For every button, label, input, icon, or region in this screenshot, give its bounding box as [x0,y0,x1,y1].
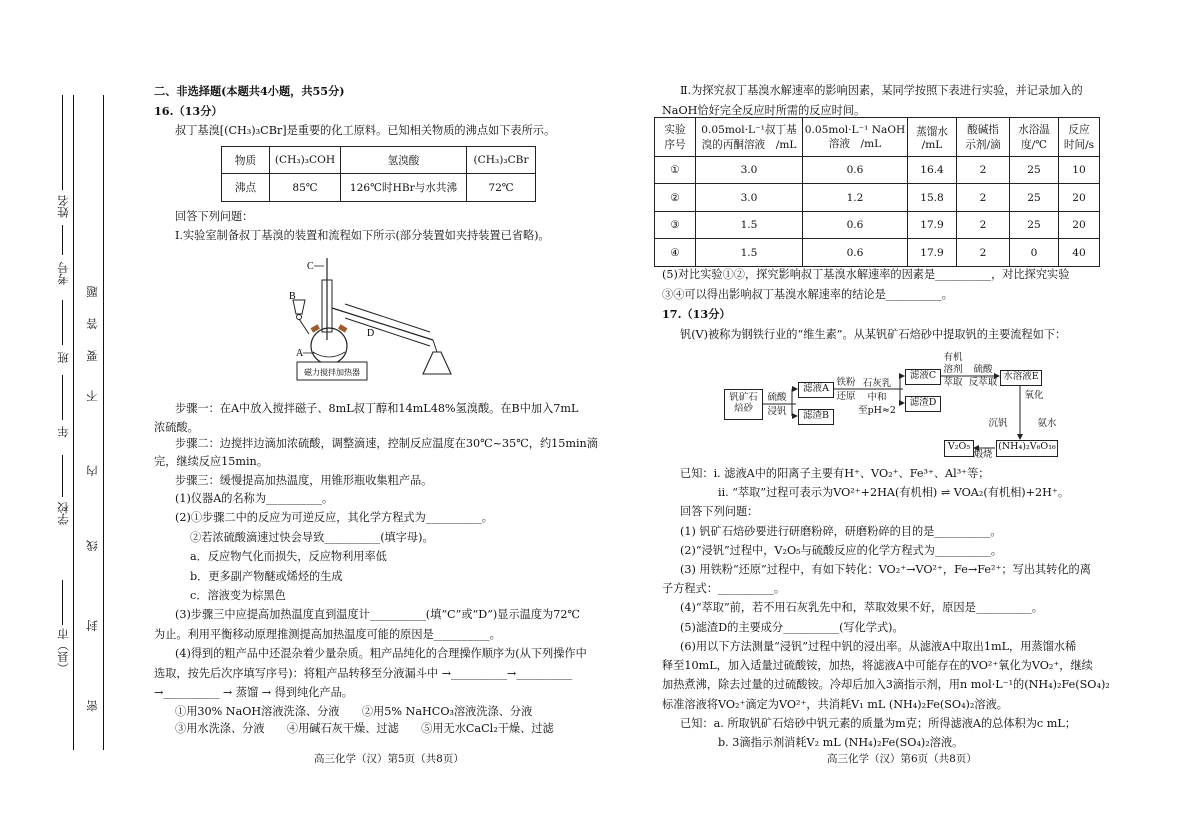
field-grade: 年 [56,426,70,438]
question-text: ②若浓硫酸滴速过快会导致__________(填字母)。 [190,531,434,544]
table-cell: 85℃ [270,174,341,202]
flow-label-iron: 铁粉 [836,377,856,388]
flowchart-arrows [720,350,1065,460]
flow-filtrate-c-box: 滤液C [905,369,941,385]
operation-options: ③用水洗涤、分液 ④用碱石灰干燥、过滤 ⑤用无水CaCl₂干燥、过滤 [175,722,554,735]
flow-label-reduce: 还原 [836,391,856,402]
known-condition: ⅱ. “萃取”过程可表示为VO²⁺+2HA(有机相) ⇌ VOA₂(有机相)+2H⁺。 [718,486,1070,499]
flow-label-calcine: 煅烧 [973,449,993,460]
table-row: ④ 1.5 0.6 17.9 2 0 40 [655,239,1100,267]
answer-prompt: 回答下列问题： [175,210,254,223]
body-text-line: 完，继续反应15min。 [154,455,268,468]
label-d: D [367,328,375,339]
seal-char: 要 [85,350,99,362]
flow-label-ammonia: 氨水 [1037,418,1057,429]
table-cell: 126℃时HBr与水共沸 [341,174,467,202]
field-line [62,580,63,625]
table-header-cell: 水浴温 度/℃ [1010,118,1059,157]
question-16-heading: 16.（13分） [154,104,223,118]
flow-label-extract: 萃取 [943,377,963,388]
table-header-cell: 酸碱指 示剂/滴 [957,118,1010,157]
part-2-intro: NaOH恰好完全反应时所需的反应时间。 [662,104,866,117]
flow-label-neutralize: 中和 [867,392,887,403]
part-1-intro: Ⅰ.实验室制备叔丁基溴的装置和流程如下所示(部分装置如夹持装置已省略)。 [175,229,550,242]
hydrolysis-table [654,117,1100,267]
question-16-intro: 叔丁基溴[(CH₃)₃CBr]是重要的化工原料。已知相关物质的沸点如下表所示。 [175,124,556,137]
question-text: (6)用以下方法测量“浸钒”过程中钒的浸出率。从滤液A中取出1mL，用蒸馏水稀 [680,640,1077,653]
flow-residue-b-box: 滤渣B [798,409,834,425]
flow-label-lime: 石灰乳 [862,378,892,389]
flow-ore-box: 钒矿石 焙砂 [724,389,763,420]
field-line [62,300,63,345]
known-condition: 已知：ⅰ. 滤液A中的阳离子主要有H⁺、VO₂⁺、Fe³⁺、Al³⁺等； [680,467,990,480]
flow-label-precip: 沉钒 [988,418,1008,429]
table-header-cell: 反应 时间/s [1059,118,1100,157]
table-header-cell: 蒸馏水 /mL [908,118,957,157]
label-a: A [296,348,304,359]
binding-rule-right [103,95,104,750]
question-text: (4)“萃取”前，若不用石灰乳先中和，萃取效果不好，原因是__________。 [680,601,1043,614]
field-line [62,225,63,255]
field-class: 班 [56,352,70,364]
question-text: (5)对比实验①②，探究影响叔丁基溴水解速率的因素是__________，对比探究实验 [662,268,1070,281]
table-header-cell: 0.05mol·L⁻¹叔丁基 溴的丙酮溶液 /mL [696,118,803,157]
seal-char: 线 [85,540,99,552]
body-text-line: 步骤三：缓慢提高加热温度，用锥形瓶收集粗产品。 [175,474,433,487]
flow-label-organic: 有机 [943,352,963,363]
question-text: (3)步骤三中应提高加热温度直到温度计__________(填“C”或“D”)显示温度为72℃ [175,608,580,621]
flow-v2o5-box: V₂O₅ [944,440,974,457]
flow-label-ph: 至pH≈2 [858,405,896,416]
flow-aqueous-e-box: 水溶液E [1000,370,1042,386]
table-header-cell: 物质 [222,147,270,174]
table-header-cell: 氢溴酸 [341,147,467,174]
flow-label-leach: 浸钒 [767,406,787,417]
seal-char: 内 [85,465,99,477]
field-line [62,455,63,497]
flow-label-back-extract: 反萃取 [968,377,998,388]
option-c: c．溶液变为棕黑色 [190,589,286,602]
question-text: (1)仪器A的名称为__________。 [175,492,334,505]
seal-char: 不 [85,390,99,402]
flow-label-oxidize: 氧化 [1024,390,1044,401]
question-text: (2)①步骤二中的反应为可逆反应，其化学方程式为__________。 [175,511,493,524]
table-cell: 72℃ [467,174,536,202]
question-text: 释至10mL，加入适量过硫酸铵，加热，将滤液A中可能存在的VO²⁺氧化为VO₂⁺，继续 [662,659,1093,672]
question-text: 加热煮沸，除去过量的过硫酸铵。冷却后加入3滴指示剂，用n mol·L⁻¹的(NH₄)₂Fe(SO₄)₂ [662,678,1110,691]
field-school: 学校 [56,502,70,525]
label-c: C [307,261,314,272]
question-text: (2)“浸钒”过程中，V₂O₅与硫酸反应的化学方程式为__________。 [680,544,1003,557]
body-text-line: 步骤二：边搅拌边滴加浓硫酸，调整滴速，控制反应温度在30℃~35℃，约15min滴 [175,437,598,450]
field-county-city: （县）市 [56,628,70,674]
table-cell: 沸点 [222,174,270,202]
page-footer: 高三化学（汉）第6页（共8页） [827,753,977,765]
question-text: (5)滤渣D的主要成分__________(写化学式)。 [680,621,904,634]
apparatus-diagram [285,252,460,382]
flow-label-acid: 硫酸 [767,392,787,403]
table-header-cell: (CH₃)₃COH [270,147,341,174]
question-text: →__________ → 蒸馏 → 得到纯化产品。 [154,686,353,699]
table-row: ② 3.0 1.2 15.8 2 25 20 [655,184,1100,212]
seal-char: 封 [85,620,99,632]
body-text-line: 浓硫酸。 [154,421,199,434]
question-text: 子方程式：__________。 [662,582,786,595]
answer-prompt: 回答下列问题： [680,505,759,518]
question-text: (4)得到的粗产品中还混杂着少量杂质。粗产品纯化的合理操作顺序为(从下列操作中 [175,647,587,660]
table-row: ③ 1.5 0.6 17.9 2 25 20 [655,212,1100,239]
flow-filtrate-a-box: 滤液A [798,382,834,398]
binding-rule-left [73,95,74,750]
question-17-intro: 钒(V)被称为钢铁行业的“维生素”。从某钒矿石焙砂中提取钒的主要流程如下： [680,328,1067,341]
option-a: a．反应物气化而损失，反应物利用率低 [190,550,387,563]
known-condition: 已知：a. 所取钒矿石焙砂中钒元素的质量为m克；所得滤液A的总体积为c mL； [680,717,1076,730]
option-b: b．更多副产物醚或烯烃的生成 [190,570,343,583]
flow-label-acid2: 硫酸 [973,364,993,375]
table-header-cell: (CH₃)₃CBr [467,147,536,174]
flow-product-box: (NH₄)₂V₆O₁₆ [996,440,1058,457]
question-text: (3) 用铁粉“还原”过程中，有如下转化：VO₂⁺→VO²⁺，Fe→Fe²⁺；写出其转化的离 [680,563,1091,576]
seal-char: 题 [85,286,99,298]
field-line [62,375,63,420]
question-text: 选取，按先后次序填写序号)：将粗产品转移至分液漏斗中 →__________→__________ [154,667,573,680]
field-line [62,95,63,190]
question-text: 为止。利用平衡移动原理推测提高加热温度可能的原因是__________。 [154,628,501,641]
page-footer: 高三化学（汉）第5页（共8页） [314,753,464,765]
question-text: ③④可以得出影响叔丁基溴水解速率的结论是__________。 [662,288,953,301]
known-condition: b. 3滴指示剂消耗V₂ mL (NH₄)₂Fe(SO₄)₂溶液。 [718,736,964,749]
boiling-point-table [221,146,536,202]
operation-options: ①用30% NaOH溶液洗涤、分液 ②用5% NaHCO₃溶液洗涤、分液 [175,705,533,718]
question-17-heading: 17.（13分） [662,307,731,321]
question-text: 标准溶液将VO₂⁺滴定为VO²⁺，共消耗V₁ mL (NH₄)₂Fe(SO₄)₂溶液。 [662,698,1008,711]
table-row: ① 3.0 0.6 16.4 2 25 10 [655,157,1100,184]
table-header-cell: 0.05mol·L⁻¹ NaOH 溶液 /mL [803,118,908,157]
question-text: (1) 钒矿石焙砂要进行研磨粉碎，研磨粉碎的目的是__________。 [680,525,1002,538]
label-b: B [289,291,296,302]
heater-label: 磁力搅拌加热器 [304,368,360,377]
table-header-cell: 实验 序号 [655,118,696,157]
seal-char: 密 [85,700,99,712]
part-2-intro: Ⅱ.为探究叔丁基溴水解速率的影响因素，某同学按照下表进行实验，并记录加入的 [680,84,1083,97]
seal-char: 答 [85,318,99,330]
flow-label-solvent: 溶剂 [943,364,963,375]
field-name: 姓名 [56,195,70,218]
section-heading: 二、非选择题(本题共4小题，共55分) [154,84,345,98]
flow-residue-d-box: 滤渣D [905,396,941,412]
body-text-line: 步骤一：在A中放入搅拌磁子、8mL叔丁醇和14mL48%氢溴酸。在B中加入7mL [175,402,579,415]
field-exam-number: 考号 [56,262,70,285]
